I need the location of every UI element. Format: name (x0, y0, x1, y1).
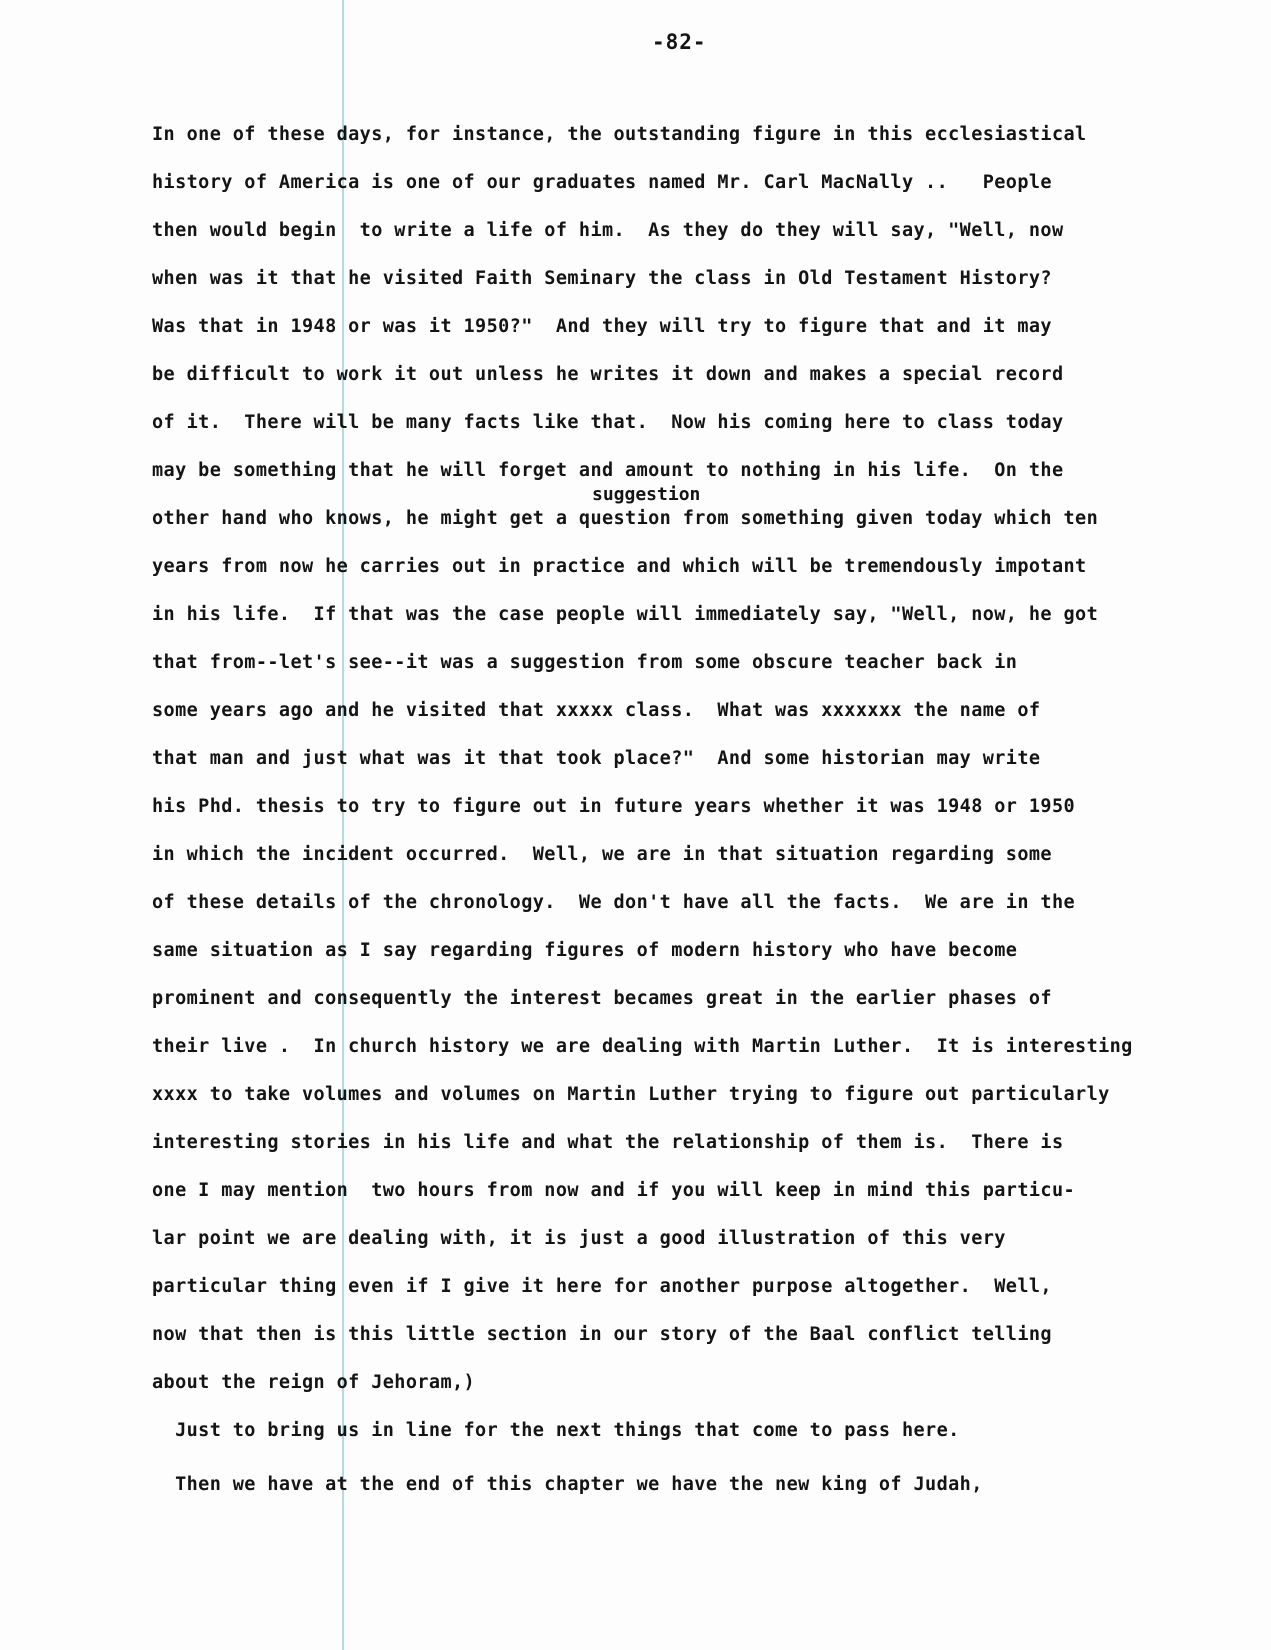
text-line: about the reign of Jehoram,) (152, 1372, 476, 1393)
text-line: Was that in 1948 or was it 1950?" And they will try to figure that and it may (152, 316, 1052, 337)
text-line: some years ago and he visited that xxxxx class. What was xxxxxxx the name of (152, 700, 1041, 721)
text-line: history of America is one of our graduates named Mr. Carl MacNally .. People (152, 172, 1052, 193)
text-line: Just to bring us in line for the next things that come to pass here. (152, 1420, 960, 1441)
text-line: be difficult to work it out unless he writes it down and makes a special record (152, 364, 1064, 385)
text-line: Then we have at the end of this chapter we have the new king of Judah, (152, 1474, 983, 1495)
text-line: of it. There will be many facts like that. Now his coming here to class today (152, 412, 1064, 433)
text-line: then would begin to write a life of him. As they do they will say, "Well, now (152, 220, 1064, 241)
text-line: In one of these days, for instance, the outstanding figure in this ecclesiastical (152, 124, 1087, 145)
text-line: in his life. If that was the case people will immediately say, "Well, now, he got (152, 604, 1099, 625)
text-line: xxxx to take volumes and volumes on Martin Luther trying to figure out particularly (152, 1084, 1110, 1105)
text-line: that man and just what was it that took place?" And some historian may write (152, 748, 1041, 769)
text-line: prominent and consequently the interest becames great in the earlier phases of (152, 988, 1052, 1009)
page-number: -82- (652, 30, 707, 54)
text-line: other hand who knows, he might get a question from something given today which ten (152, 508, 1099, 529)
text-line: his Phd. thesis to try to figure out in future years whether it was 1948 or 1950 (152, 796, 1076, 817)
text-line: now that then is this little section in our story of the Baal conflict telling (152, 1324, 1052, 1345)
text-line: may be something that he will forget and amount to nothing in his life. On the (152, 460, 1064, 481)
margin-rule (342, 0, 344, 1650)
text-line: interesting stories in his life and what the relationship of them is. There is (152, 1132, 1064, 1153)
text-line: in which the incident occurred. Well, we are in that situation regarding some (152, 844, 1052, 865)
text-line: same situation as I say regarding figures of modern history who have become (152, 940, 1018, 961)
text-line: particular thing even if I give it here for another purpose altogether. Well, (152, 1276, 1052, 1297)
handwritten-insertion: suggestion (592, 484, 701, 505)
text-line: that from--let's see--it was a suggestion from some obscure teacher back in (152, 652, 1018, 673)
text-line: their live . In church history we are dealing with Martin Luther. It is interesting (152, 1036, 1133, 1057)
text-line: years from now he carries out in practice and which will be tremendously impotant (152, 556, 1087, 577)
text-line: lar point we are dealing with, it is just a good illustration of this very (152, 1228, 1006, 1249)
text-line: of these details of the chronology. We don't have all the facts. We are in the (152, 892, 1076, 913)
text-line: one I may mention two hours from now and if you will keep in mind this particu- (152, 1180, 1076, 1201)
text-line: when was it that he visited Faith Seminary the class in Old Testament History? (152, 268, 1052, 289)
